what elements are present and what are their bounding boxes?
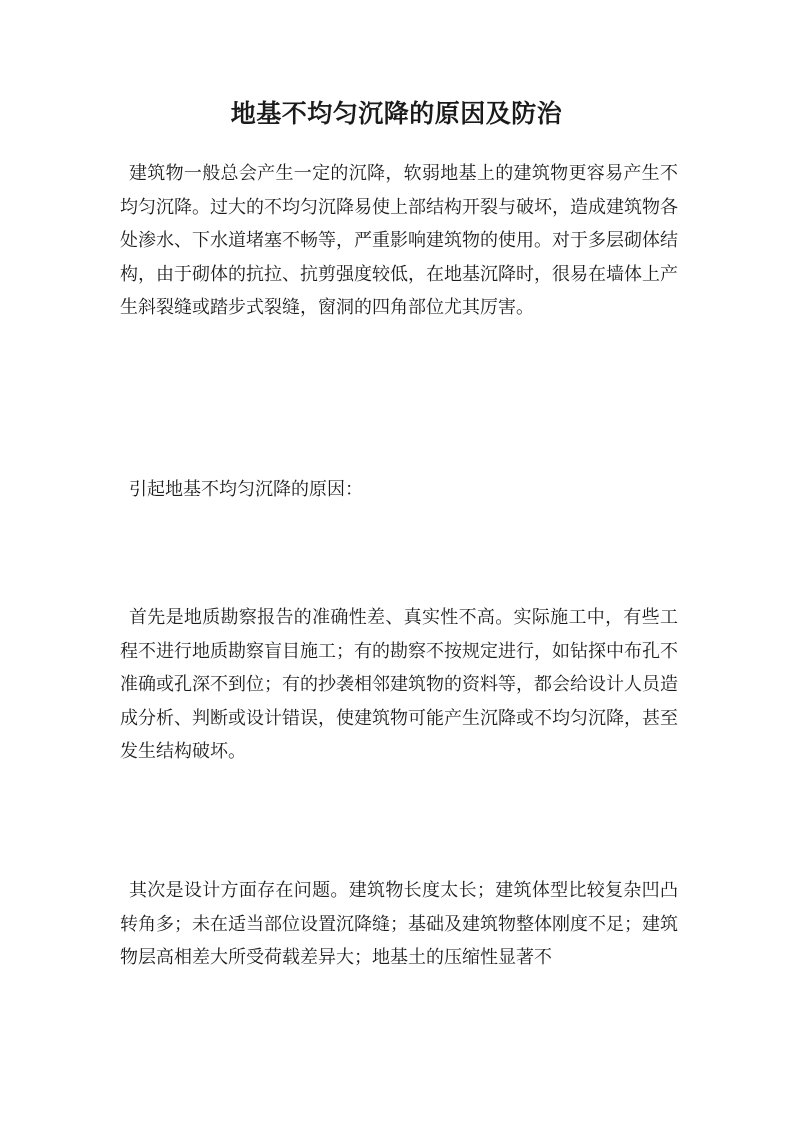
paragraph-intro: 建筑物一般总会产生一定的沉降，软弱地基上的建筑物更容易产生不均匀沉降。过大的不均匀沉降易使上部结构开裂与破坏，造成建筑物各处渗水、下水道堵塞不畅等，严重影响建筑物的使用。对于多层砌体结构，由于砌体的抗拉、抗剪强度较低，在地基沉降时，很易在墙体上产生斜裂缝或踏步式裂缝，窗洞的四角部位尤其厉害。 [120,163,678,318]
paragraph-causes-heading: 引起地基不均匀沉降的原因： [129,479,363,500]
paragraph-cause-survey: 首先是地质勘察报告的准确性差、真实性不高。实际施工中，有些工程不进行地质勘察盲目施工；有的勘察不按规定进行，如钻探中布孔不准确或孔深不到位；有的抄袭相邻建筑物的资料等，都会给设计人员造成分析、判断或设计错误，使建筑物可能产生沉降或不均匀沉降，甚至发生结构破坏。 [120,607,678,762]
document-title: 地基不均匀沉降的原因及防治 [230,99,563,128]
paragraph-cause-design: 其次是设计方面存在问题。建筑物长度太长；建筑体型比较复杂凹凸转角多；未在适当部位设置沉降缝；基础及建筑物整体刚度不足；建筑物层高相差大所受荷载差异大；地基土的压缩性显著不 [120,880,678,968]
